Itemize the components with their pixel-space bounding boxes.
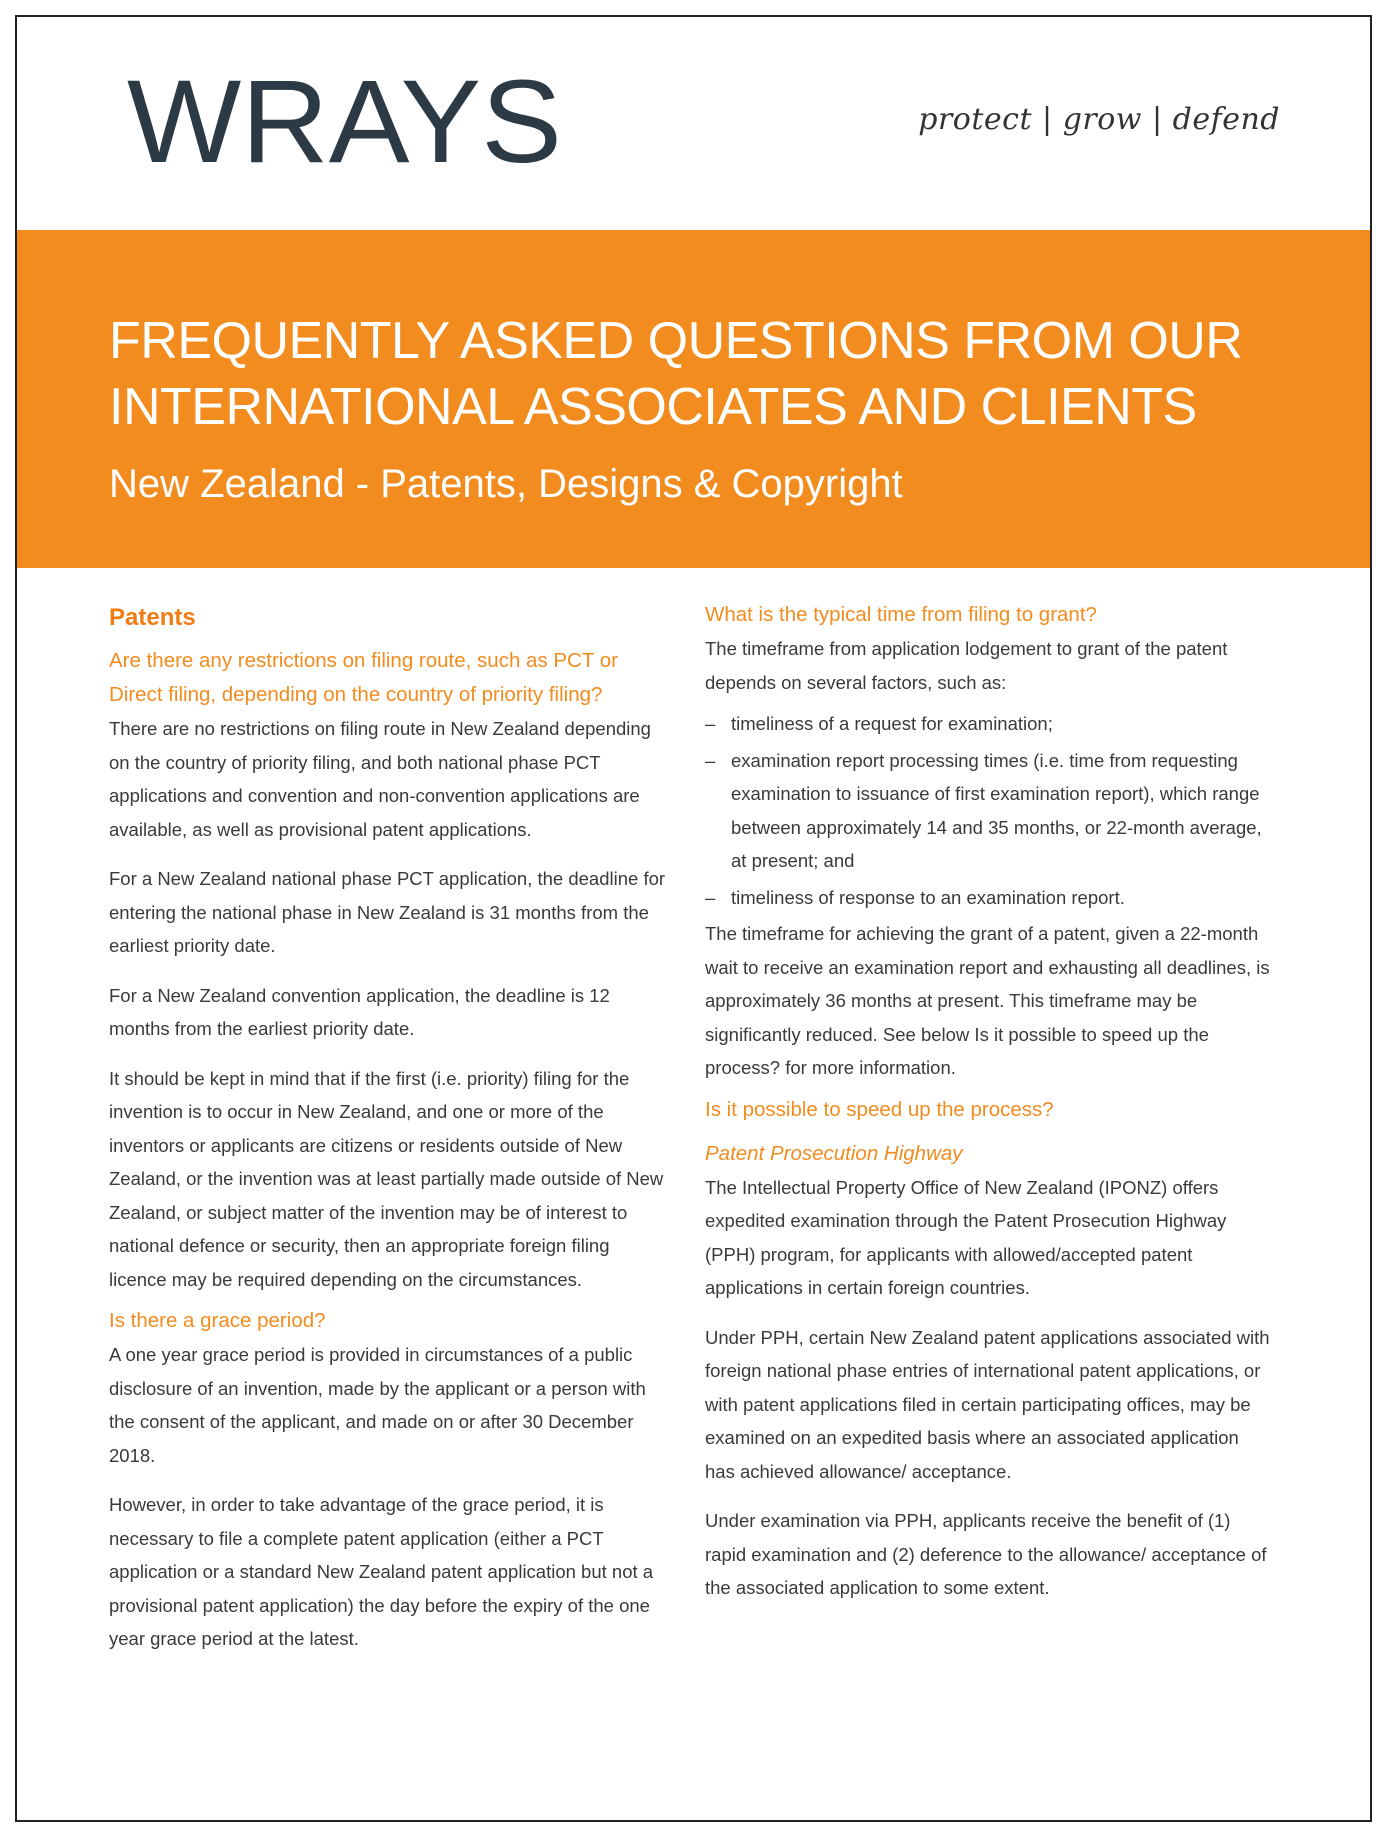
list-item: – timeliness of response to an examination report. (705, 881, 1270, 915)
banner-title-line-2: INTERNATIONAL ASSOCIATES AND CLIENTS (109, 378, 1197, 436)
question-speed-up: Is it possible to speed up the process? (705, 1097, 1054, 1121)
document-page (15, 15, 1372, 1822)
answer-paragraph: There are no restrictions on filing route in New Zealand depending on the country of priority filing, and both national phase PCT applications and convention and non-convention applications are available, as well as provisional patent applications. (109, 718, 651, 840)
banner-title (109, 308, 1242, 440)
answer-paragraph: However, in order to take advantage of the grace period, it is necessary to file a complete patent application (either a PCT application or a standard New Zealand patent application but not a provisional patent application) the day before the expiry of the one year grace period at the latest. (109, 1494, 654, 1649)
answer-paragraph: The timeframe for achieving the grant of a patent, given a 22-month wait to receive an examination report and exhausting all deadlines, is approximately 36 months at present. This timeframe may be significantly reduced. See below Is it possible to speed up the process? for more information. (705, 923, 1270, 1078)
question-grace-period: Is there a grace period? (109, 1309, 326, 1332)
svg-text:WRAYS: WRAYS (127, 67, 562, 177)
banner-subtitle: New Zealand - Patents, Designs & Copyright (109, 462, 903, 506)
list-item: – timeliness of a request for examination; (705, 707, 1270, 741)
question-filing-route: Are there any restrictions on filing route, such as PCT or Direct filing, depending on the country of priority filing? (109, 649, 618, 706)
answer-paragraph: It should be kept in mind that if the first (i.e. priority) filing for the invention is to occur in New Zealand, and one or more of the inventors or applicants are citizens or residents outside of New Zealand, or the invention was at least partially made outside of New Zealand, or subject matter of the invention may be of interest to national defence or security, then an appropriate foreign filing licence may be required depending on the circumstances. (109, 1067, 664, 1290)
answer-paragraph: For a New Zealand national phase PCT application, the deadline for entering the national phase in New Zealand is 31 months from the earliest priority date. (109, 868, 666, 956)
banner-title-line-1: FREQUENTLY ASKED QUESTIONS FROM OUR (109, 312, 1243, 370)
list-item: – examination report processing times (i.e. time from requesting examination to issuance of first examination report), which range between approximately 14 and 35 months, or 22-month average, at present; and (705, 744, 1270, 878)
section-heading-patents: Patents (109, 604, 196, 631)
wrays-logo (127, 67, 567, 177)
answer-paragraph: The Intellectual Property Office of New Zealand (IPONZ) offers expedited examination through the Patent Prosecution Highway (PPH) program, for applicants with allowed/accepted patent applications in certain foreign countries. (705, 1176, 1227, 1298)
answer-paragraph: Under PPH, certain New Zealand patent applications associated with foreign national phase entries of international patent applications, or with patent applications filed in certain participating offices, may be examined on an expedited basis where an associated application has achieved allowance/ acceptance. (705, 1326, 1270, 1482)
answer-paragraph: A one year grace period is provided in circumstances of a public disclosure of an invention, made by the applicant or a person with the consent of the applicant, and made on or after 30 December 2018. (109, 1344, 646, 1466)
right-column (705, 598, 1270, 1621)
answer-paragraph: Under examination via PPH, applicants receive the benefit of (1) rapid examination and (2) deference to the allowance/ acceptance of the associated application to some extent. (705, 1510, 1267, 1598)
answer-paragraph: The timeframe from application lodgement to grant of the patent depends on several factors, such as: (705, 638, 1228, 693)
left-column (109, 598, 669, 1672)
subheading-pph: Patent Prosecution Highway (705, 1141, 963, 1165)
tagline: protect | grow | defend (918, 102, 1280, 137)
question-time-to-grant: What is the typical time from filing to grant? (705, 603, 1097, 626)
answer-paragraph: For a New Zealand convention application, the deadline is 12 months from the earliest priority date. (109, 984, 610, 1039)
title-banner (17, 230, 1370, 568)
factors-list (705, 707, 1270, 914)
